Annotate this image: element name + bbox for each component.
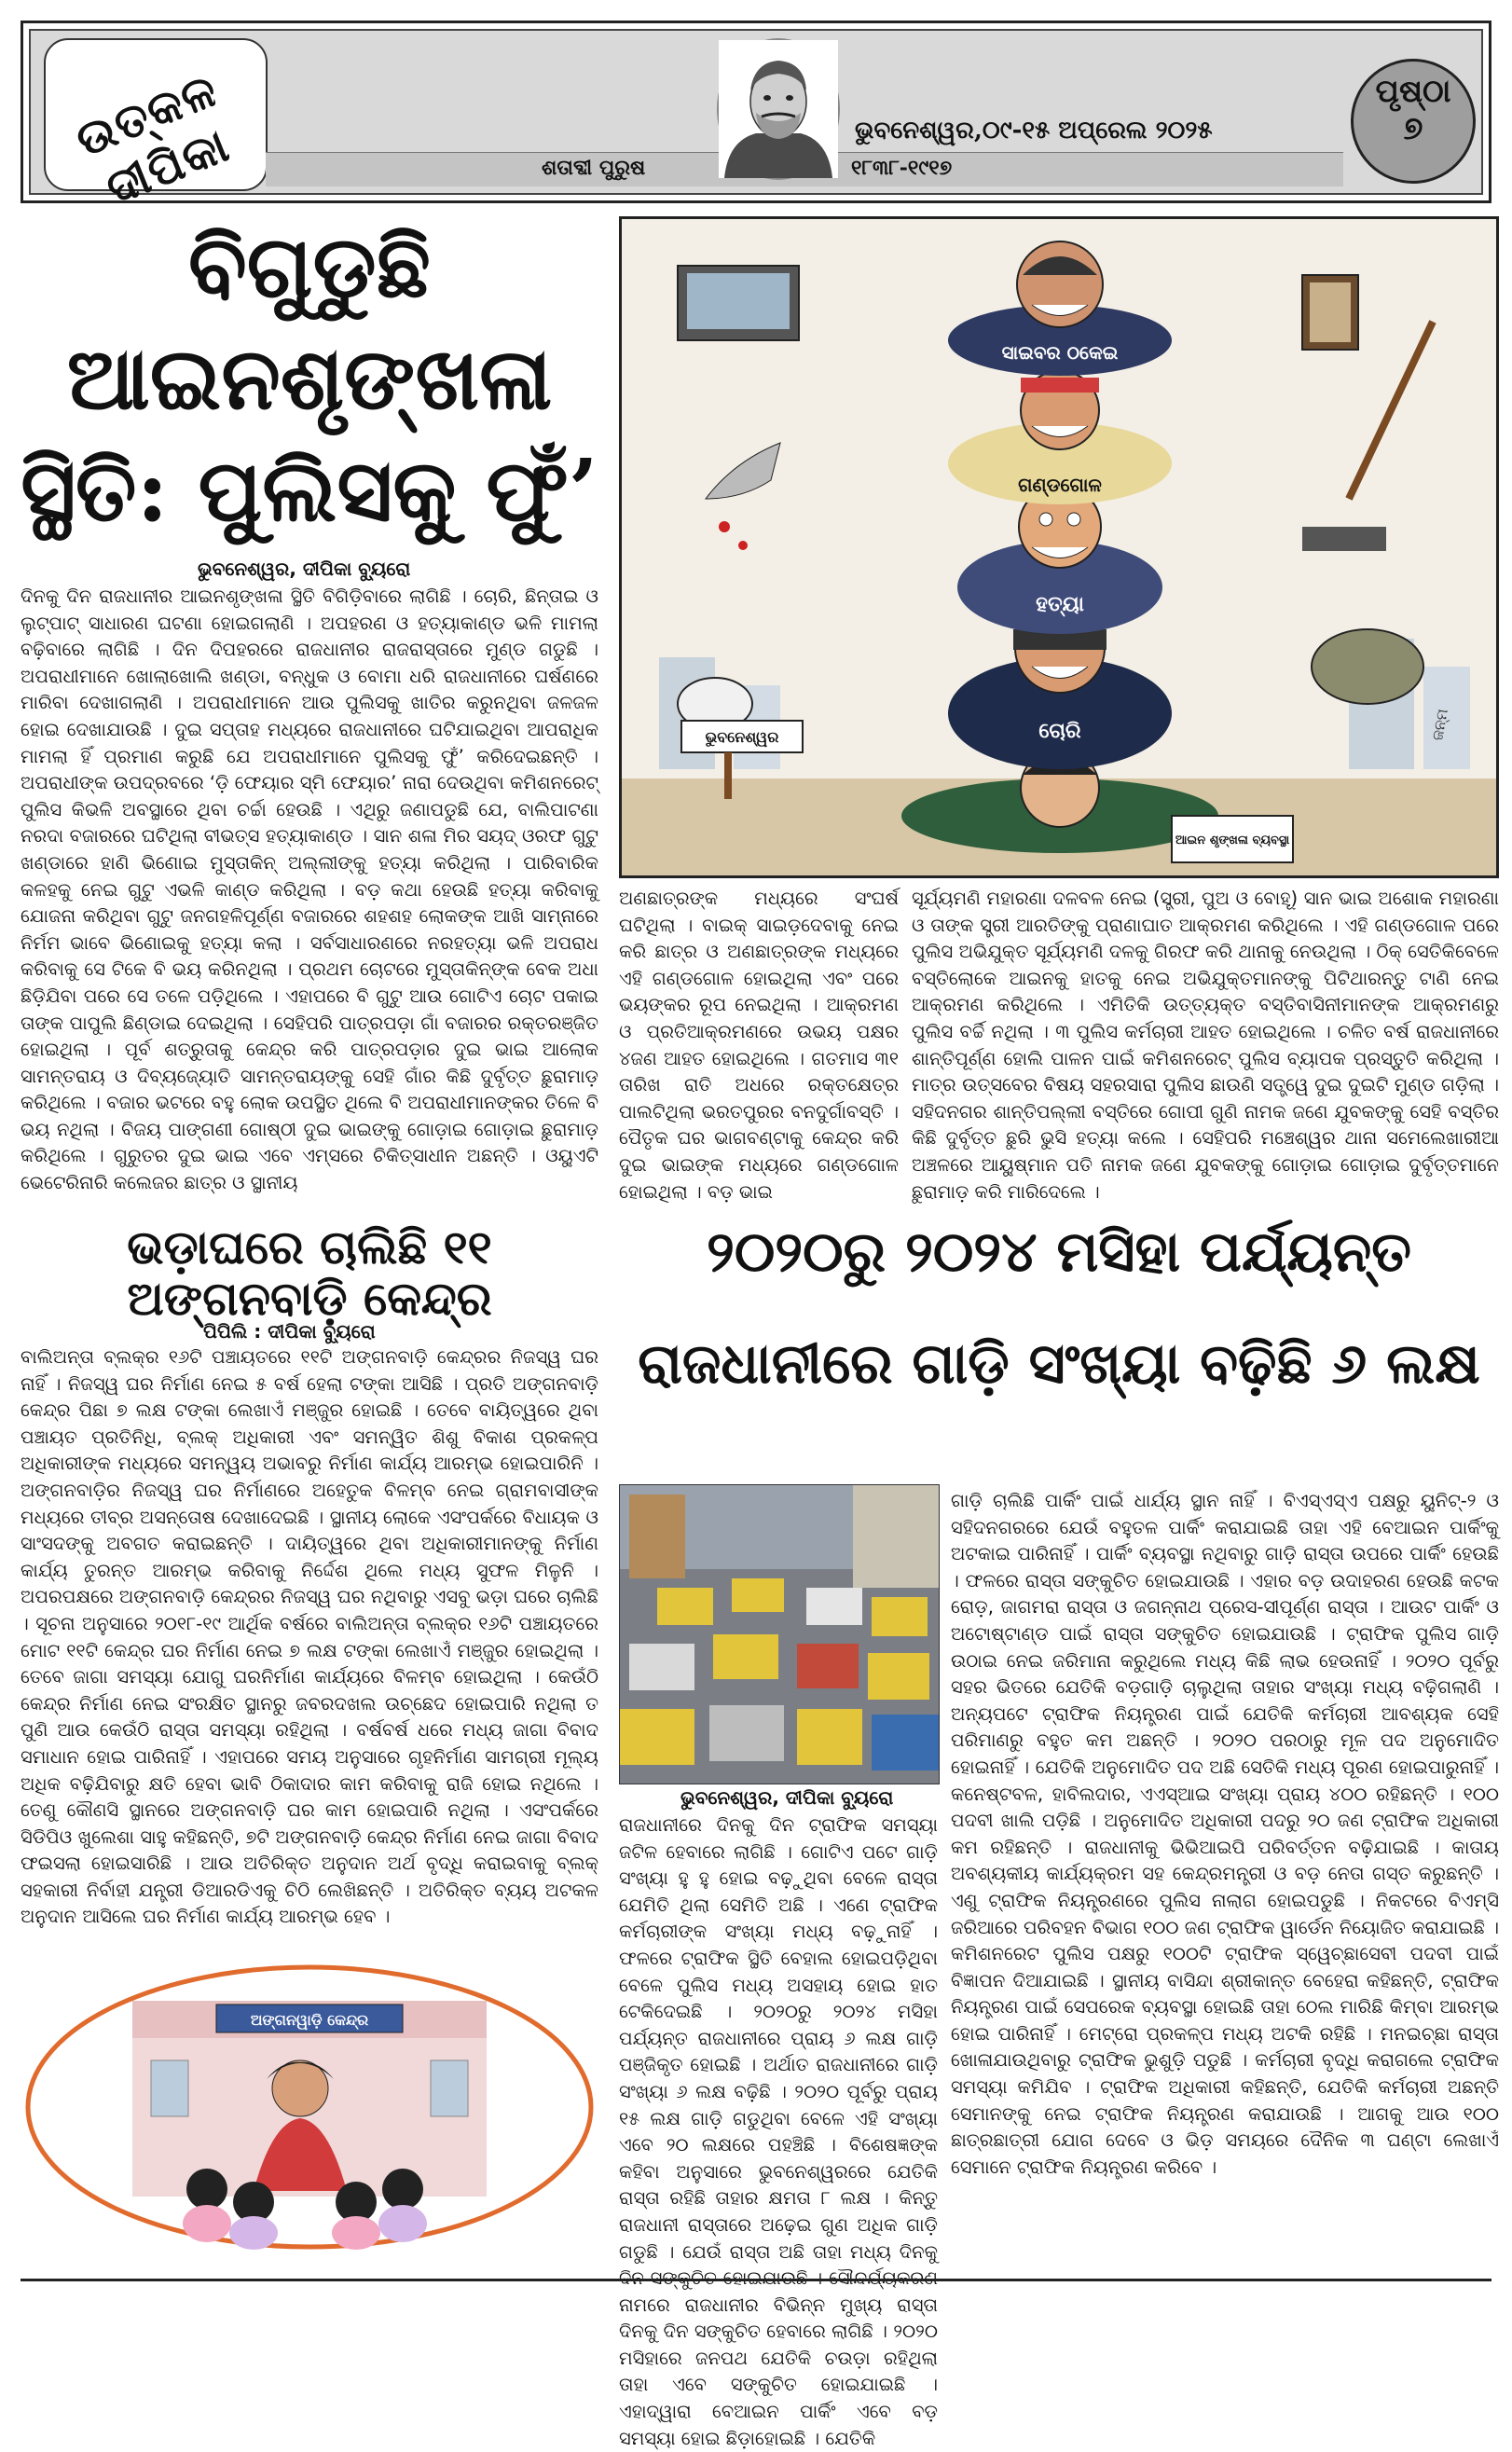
story1-headline-line3[interactable]: ସ୍ଥିତି: ପୁଲିସକୁ ଫୁଁ’ bbox=[21, 440, 598, 541]
crime-cartoon bbox=[619, 216, 1499, 878]
story1-column3: ସୂର୍ଯ୍ୟମଣି ମହାରଣା ଦଳବଳ ନେଇ (ସ୍ତ୍ରୀ, ପୁଅ ଓ ବୋହୂ) ସାନ ଭାଇ ଅଶୋକ ମହାରଣା ଓ ତାଙ୍କ ସ୍ତ୍ରୀ ଆରତିଙ୍କୁ ପ୍ରାଣାଘାତ ଆକ୍ରମଣ କରିଥିଲେ । ଏହି ଗଣ୍ଡଗୋଳ ପରେ ପୁଲିସ ଅଭିଯୁକ୍ତ ସୂର୍ଯ୍ୟମଣି ଦଳକୁ ଗିରଫ କରି ଥାନାକୁ ନେଉଥିଲା । ଠିକ୍ ସେତିକିବେଳେ ବସ୍ତିଲୋକେ ଆଇନକୁ ହାତକୁ ନେଇ ଅଭିଯୁକ୍ତମାନଙ୍କୁ ପିଟିଥାରନ୍ତୁ ଟାଣି ନେଇ ଆକ୍ରମଣ କରିଥିଲେ । ଏମିତିକି ଉତ୍ତ୍ୟକ୍ତ ବସ୍ତିବାସିନୀମାନଙ୍କ ଆକ୍ରମଣରୁ ପୁଲିସ ବର୍ଚ୍ଚି ନଥିଲା । ୩ ପୁଲିସ କର୍ମଚାରୀ ଆହତ ହୋଇଥିଲେ । ଚଳିତ ବର୍ଷ ରାଜଧାନୀରେ ଶାନ୍ତିପୂର୍ଣ୍ଣ ହୋଲି ପାଳନ ପାଇଁ କମିଶନରେଟ୍ ପୁଲିସ ବ୍ୟାପକ ପ୍ରସ୍ତୁତି କରିଥିଲା । ମାତ୍ର ଉତ୍ସବେର ବିଷୟ ସହରସାରା ପୁଲିସ ଛାଉଣି ସତ୍ତ୍ୱେ ଦୁଇ ଦୁଇଟି ମୁଣ୍ଡ ଗଡ଼ିଲା । ସହିଦନଗର ଶାନ୍ତିପଲ୍ଲୀ ବସ୍ତିରେ ଗୋପୀ ଗୁଣି ନାମକ ଜଣେ ଯୁବକଙ୍କୁ ସେହି ବସ୍ତିର କିଛି ଦୁର୍ବୃତ୍ତ ଛୁରି ଭୁସି ହତ୍ୟା କଲେ । ସେହିପରି ମଞ୍ଚେଶ୍ୱର ଥାନା ସମେଲେଖାରୀଆ ଅଞ୍ଚଳରେ ଆୟୁଷ୍ମାନ ପତି ନାମକ ଜଣେ ଯୁବକଙ୍କୁ ଗୋଡ଼ାଇ ଗୋଡ଼ାଇ ଦୁର୍ବୃତ୍ତମାନେ ଛୁରାମାଡ଼ କରି ମାରିଦେଲେ । bbox=[912, 888, 1499, 1203]
story3-byline: ଭୁବନେଶ୍ୱର, ଦୀପିକା ବ୍ୟୁରୋ bbox=[680, 1786, 894, 1809]
story1-byline: ଭୁବନେଶ୍ୱର, ଦୀପିକା ବ୍ୟୁରୋ bbox=[198, 558, 411, 580]
masthead-panel bbox=[29, 29, 1483, 216]
label-murder: ହତ୍ୟା bbox=[1036, 593, 1084, 616]
founder-portrait bbox=[717, 38, 840, 180]
story2-headline[interactable]: ଭଡ଼ାଘରେ ଚାଲିଛି ୧୧ ଅଙ୍ଗନବାଡ଼ି କେନ୍ଦ୍ର bbox=[127, 1219, 492, 1326]
label-theft: ଚୋରି bbox=[1038, 720, 1081, 743]
page-bottom-rule bbox=[21, 2279, 1491, 2281]
story1-headline-line2[interactable]: ଆଇନଶୃଙ୍ଖଳା bbox=[66, 328, 553, 429]
label-bhubaneswar: ଭୁବନେଶ୍ୱର bbox=[705, 728, 779, 746]
traffic-photo bbox=[619, 1484, 940, 1784]
label-law-order: ଆଇନ ଶୃଙ୍ଖଳା ବ୍ୟବସ୍ଥା bbox=[1175, 833, 1290, 847]
page-label: ପୃଷ୍ଠା bbox=[1375, 73, 1451, 110]
story2-byline: ପିପିଲି : ଦୀପିକା ବ୍ୟୁରୋ bbox=[203, 1320, 376, 1343]
masthead bbox=[21, 21, 1491, 216]
story3-headline-line1[interactable]: ୨୦୨୦ରୁ ୨୦୨୪ ମସିହା ପର୍ଯ୍ୟନ୍ତ bbox=[706, 1219, 1412, 1285]
portrait-years: ୧୮୩୮-୧୯୧୭ bbox=[851, 156, 953, 180]
newspaper-logo[interactable] bbox=[44, 38, 268, 216]
story1-column1: ଦିନକୁ ଦିନ ରାଜଧାନୀର ଆଇନଶୃଙ୍ଖଳା ସ୍ଥିତି ବିଗିଡ଼ିବାରେ ଲାଗିଛି । ଚୋରି, ଛିନ୍ତାଇ ଓ ଲୁଟ୍‌ପାଟ୍ ସାଧାରଣ ଘଟଣା ହୋଇଗଲାଣି । ଅପହରଣ ଓ ହତ୍ୟାକାଣ୍ଡ ଭଳି ମାମଲା ବଢ଼ିବାରେ ଲାଗିଛି । ଦିନ ଦିପହରରେ ରାଜଧାନୀର ରାଜରାସ୍ତାରେ ମୁଣ୍ଡ ଗଡୁଛି । ଅପରାଧୀମାନେ ଖୋଲାଖୋଲି ଖଣ୍ଡା, ବନ୍ଧୁକ ଓ ବୋମା ଧରି ରାଜଧାନୀରେ ଘର୍ଷଣରେ ମାରିବା ଦେଖାଗଲାଣି । ଅପରାଧୀମାନେ ଆଉ ପୁଲିସକୁ ଖାତିର କରୁନଥିବା ଜଳଜଳ ହୋଇ ଦେଖାଯାଉଛି । ଦୁଇ ସପ୍ତାହ ମଧ୍ୟରେ ରାଜଧାନୀରେ ଘଟିଯାଇଥିବା ଆପରାଧିକ ମାମଲା ହିଁ ପ୍ରମାଣ କରୁଛି ଯେ ଅପରାଧୀମାନେ ପୁଲିସକୁ ଫୁଁ’ କରିଦେଇଛନ୍ତି । ଅପରାଧୀଙ୍କ ଉପଦ୍ରବରେ ‘ଡ଼ି ଫେୟାର ସ୍ମି ଫେୟାର’ ନାରା ଦେଉଥିବା କମିଶନରେଟ୍ ପୁଲିସ କିଭଳି ଅବସ୍ଥାରେ ଥିବା ଚର୍ଚ୍ଚା ହେଉଛି । ଏଥିରୁ ଜଣାପଡୁଛି ଯେ, ବାଲିପାଟଣା ନରଦା ବଜାରରେ ଘଟିଥିଲା ବୀଭତ୍ସ ହତ୍ୟାକାଣ୍ଡ । ସାନ ଶଳା ମିର ସୟଦ୍ ଓରଫ ଗୁଟୁ ଖଣ୍ଡାରେ ହାଣି ଭିଣୋଇ ମୁସ୍ତାକିନ୍ ଅଲ୍ଲୀଙ୍କୁ ହତ୍ୟା କରିଥିଲା । ପାରିବାରିକ କଳହକୁ ନେଇ ଗୁଟୁ ଏଭଳି କାଣ୍ଡ କରିଥିଲା । ବଡ଼ କଥା ହେଉଛି ହତ୍ୟା କରିବାକୁ ଯୋଜନା କରିଥିବା ଗୁଟୁ ଜନଗହଳିପୂର୍ଣ୍ଣ ବଜାରରେ ଶହଶହ ଲୋକଙ୍କ ଆଖି ସାମ୍ନାରେ ନିର୍ମମ ଭାବେ ଭିଣୋଇକୁ ହତ୍ୟା କଲା । ସର୍ବସାଧାରଣରେ ନରହତ୍ୟା ଭଳି ଅପରାଧ କରିବାକୁ ସେ ଟିକେ ବି ଭୟ କରିନଥିଲା । ପ୍ରଥମ ଚୋଟରେ ମୁସ୍ତାକିନ୍‌ଙ୍କ ବେକ ଅଧା ଛିଡ଼ିଯିବା ପରେ ସେ ତଳେ ପଡ଼ିଥିଲେ । ଏହାପରେ ବି ଗୁଟୁ ଆଉ ଗୋଟିଏ ଚୋଟ ପକାଇ ତାଙ୍କ ପାପୁଲି ଛିଣ୍ଡାଇ ଦେଇଥିଲା । ସେହିପରି ପାତ୍ରପଡ଼ା ଗାଁ ବଜାରର ରକ୍ତରଞ୍ଜିତ ହୋଇଥିଲା । ପୂର୍ବ ଶତ୍ରୁତାକୁ କେନ୍ଦ୍ର କରି ପାତ୍ରପଡ଼ାର ଦୁଇ ଭାଇ ଆଲୋକ ସାମନ୍ତରାୟ ଓ ଦିବ୍ୟଜ୍ୟୋତି ସାମନ୍ତରାୟଙ୍କୁ ସେହି ଗାଁର କିଛି ଦୁର୍ବୃତ୍ତ ଛୁରାମାଡ଼ କରିଥିଲେ । ବଜାର ଭଟରେ ବହୁ ଲୋକ ଉପସ୍ଥିତ ଥିଲେ ବି ଅପରାଧୀମାନଙ୍କର ତିଳେ ବି ଭୟ ନଥିଲା । ବିଜୟ ପାଙ୍ଗଣୀ ଗୋଷ୍ଠୀ ଦୁଇ ଭାଇଙ୍କୁ ଗୋଡ଼ାଇ ଗୋଡ଼ାଇ ଛୁରାମାଡ଼ କରିଥିଲେ । ଗୁରୁତର ଦୁଇ ଭାଇ ଏବେ ଏମ୍ସରେ ଚିକିତ୍ସାଧୀନ ଅଛନ୍ତି । ଓୟୁଏଟି ଭେଟେରିନାରି କଲେଜର ଛାତ୍ର ଓ ସ୍ଥାନୀୟ bbox=[21, 585, 598, 1194]
anganwadi-illustration bbox=[21, 1958, 598, 2256]
label-cyber-fraud: ସାଇବର ଠକେଇ bbox=[1001, 341, 1119, 364]
story3-headline-line2[interactable]: ରାଜଧାନୀରେ ଗାଡ଼ି ସଂଖ୍ୟା ବଢ଼ିଛି ୬ ଲକ୍ଷ bbox=[638, 1331, 1480, 1397]
anganwadi-sign: ଅଙ୍ଗନୱାଡ଼ି କେନ୍ଦ୍ର bbox=[250, 2011, 369, 2029]
label-riot: ଗଣ୍ଡଗୋଳ bbox=[1018, 474, 1102, 496]
page-number: ୭ bbox=[1403, 110, 1423, 147]
portrait-caption: ଶତାବ୍ଦୀ ପୁରୁଷ bbox=[542, 156, 646, 180]
story2-body: ବାଲିଅନ୍ତା ବ୍ଲକ୍‌ର ୧୬ଟି ପଞ୍ଚାୟତରେ ୧୧ଟି ଅଙ୍ଗନବାଡ଼ି କେନ୍ଦ୍ରର ନିଜସ୍ୱ ଘର ନାହିଁ । ନିଜସ୍ୱ ଘର ନିର୍ମାଣ ନେଇ ୫ ବର୍ଷ ହେଲା ଟଙ୍କା ଆସିଛି । ପ୍ରତି ଅଙ୍ଗନବାଡ଼ି କେନ୍ଦ୍ର ପିଛା ୭ ଲକ୍ଷ ଟଙ୍କା ଲେଖାଏଁ ମଞ୍ଜୁର ହୋଇଛି । ତେବେ ବାୟିତ୍ୱରେ ଥିବା ପଞ୍ଚାୟତ ପ୍ରତିନିଧି, ବ୍ଲକ୍ ଅଧିକାରୀ ଏବଂ ସମନ୍ୱିତ ଶିଶୁ ବିକାଶ ପ୍ରକଳ୍ପ ଅଧିକାରୀଙ୍କ ମଧ୍ୟରେ ସମନ୍ୱୟ ଅଭାବରୁ ନିର୍ମାଣ କାର୍ଯ୍ୟ ଆରମ୍ଭ ହୋଇପାରିନି । ଅଙ୍ଗନବାଡ଼ିର ନିଜସ୍ୱ ଘର ନିର୍ମାଣରେ ଅହେତୁକ ବିଳମ୍ବ ନେଇ ଗ୍ରାମବାସୀଙ୍କ ମଧ୍ୟରେ ତୀବ୍ର ଅସନ୍ତୋଷ ଦେଖାଦେଇଛି । ସ୍ଥାନୀୟ ଲୋକେ ଏସଂପର୍କରେ ବିଧାୟକ ଓ ସାଂସଦଙ୍କୁ ଅବଗତ କରାଇଛନ୍ତି । ଦାୟିତ୍ୱରେ ଥିବା ଅଧିକାରୀମାନଙ୍କୁ ନିର୍ମାଣ କାର୍ଯ୍ୟ ତୁରନ୍ତ ଆରମ୍ଭ କରିବାକୁ ନିର୍ଦ୍ଦେଶ ଥିଲେ ମଧ୍ୟ ସୁଫଳ ମିଳୁନି । ଅପରପକ୍ଷରେ ଅଙ୍ଗନବାଡ଼ି କେନ୍ଦ୍ରର ନିଜସ୍ୱ ଘର ନଥିବାରୁ ଏସବୁ ଭଡ଼ା ଘରେ ଚାଲିଛି । ସୂଚନା ଅନୁସାରେ ୨୦୧୮-୧୯ ଆର୍ଥିକ ବର୍ଷରେ ବାଲିଅନ୍ତା ବ୍ଲକ୍‌ର ୧୬ଟି ପଞ୍ଚାୟତରେ ମୋଟ ୧୧ଟି କେନ୍ଦ୍ର ଘର ନିର୍ମାଣ ନେଇ ୭ ଲକ୍ଷ ଟଙ୍କା ଲେଖାଏଁ ମଞ୍ଜୁର ହୋଇଥିଲା । ତେବେ ଜାଗା ସମସ୍ୟା ଯୋଗୁ ଘରନିର୍ମାଣ କାର୍ଯ୍ୟରେ ବିଳମ୍ବ ହୋଇଥିଲା । କେଉଁଠି କେନ୍ଦ୍ର ନିର୍ମାଣ ନେଇ ସଂରକ୍ଷିତ ସ୍ଥାନରୁ ଜବରଦଖଲ ଉଚ୍ଛେଦ ହୋଇପାରି ନଥିଲା ତ ପୁଣି ଆଉ କେଉଁଠି ରାସ୍ତା ସମସ୍ୟା ରହିଥିଲା । ବର୍ଷବର୍ଷ ଧରେ ମଧ୍ୟ ଜାଗା ବିବାଦ ସମାଧାନ ହୋଇ ପାରିନାହିଁ । ଏହାପରେ ସମୟ ଅନୁସାରେ ଗୃହନିର୍ମାଣ ସାମଗ୍ରୀ ମୂଲ୍ୟ ଅଧିକ ବଢ଼ିଯିବାରୁ କ୍ଷତି ହେବା ଭାବି ଠିକାଦାର କାମ କରିବାକୁ ରାଜି ହୋଇ ନଥିଲେ । ତେଣୁ କୌଣସି ସ୍ଥାନରେ ଅଙ୍ଗନବାଡ଼ି ଘର କାମ ହୋଇପାରି ନଥିଲା । ଏସଂପର୍କରେ ସିଡିପିଓ ଖୁଲେଶା ସାହୁ କହିଛନ୍ତି, ୭ଟି ଅଙ୍ଗନବାଡ଼ି କେନ୍ଦ୍ର ନିର୍ମାଣ ନେଇ ଜାଗା ବିବାଦ ଫଇସଲା ହୋଇସାରିଛି । ଆଉ ଅତିରିକ୍ତ ଅନୁଦାନ ଅର୍ଥ ବୃଦ୍ଧି କରାଇବାକୁ ବ୍ଲକ୍ ସହକାରୀ ନିର୍ବାହୀ ଯନ୍ତ୍ରୀ ଡିଆରଡିଏକୁ ଚିଠି ଲେଖିଛନ୍ତି । ଅତିରିକ୍ତ ବ୍ୟୟ ଅଟକଳ ଅନୁଦାନ ଆସିଲେ ଘର ନିର୍ମାଣ କାର୍ଯ୍ୟ ଆରମ୍ଭ ହେବ । bbox=[21, 1346, 598, 1928]
story1-column2: ଅଣଛାତ୍ରଙ୍କ ମଧ୍ୟରେ ସଂଘର୍ଷ ଘଟିଥିଲା । ବାଇକ୍ ସାଇଡ଼ଦେବାକୁ ନେଇ କରି ଛାତ୍ର ଓ ଅଣଛାତ୍ରଙ୍କ ମଧ୍ୟରେ ଏହି ଗଣ୍ଡଗୋଳ ହୋଇଥିଲା ଏବଂ ପରେ ଭୟଙ୍କର ରୂପ ନେଇଥିଲା । ଆକ୍ରମଣ ଓ ପ୍ରତିଆକ୍ରମଣରେ ଉଭୟ ପକ୍ଷର ୪ଜଣ ଆହତ ହୋଇଥିଲେ । ଗତମାସ ୩୧ ତାରିଖ ରାତି ଅଧରେ ରକ୍ତକ୍ଷେତ୍ର ପାଲଟିଥିଲା ଭରତପୁରର ବନଦୁର୍ଗାବସ୍ତି । ପୈତୃକ ଘର ଭାଗବଣ୍ଟାକୁ କେନ୍ଦ୍ର କରି ଦୁଇ ଭାଇଙ୍କ ମଧ୍ୟରେ ଗଣ୍ଡଗୋଳ ହୋଇଥିଲା । ବଡ଼ ଭାଇ bbox=[619, 888, 899, 1203]
traffic-photo-illustration bbox=[620, 1485, 939, 1784]
page-number-badge bbox=[1351, 59, 1476, 184]
cartoon-illustration bbox=[622, 219, 1496, 875]
story3-column-right: ଗାଡ଼ି ଚାଲିଛି ପାର୍କିଂ ପାଇଁ ଧାର୍ଯ୍ୟ ସ୍ଥାନ ନାହିଁ । ବିଏସ୍‌ଏସ୍‌ଏ ପକ୍ଷରୁ ୟୁନିଟ୍-୨ ଓ ସହିଦନଗରରେ ଯେଉଁ ବହୁତଳ ପାର୍କିଂ କରାଯାଇଛି ତାହା ଏହି ବେଆଇନ ପାର୍କିଂକୁ ଅଟକାଇ ପାରିନାହିଁ । ପାର୍କିଂ ବ୍ୟବସ୍ଥା ନଥିବାରୁ ଗାଡ଼ି ରାସ୍ତା ଉପରେ ପାର୍କିଂ ହେଉଛି । ଫଳରେ ରାସ୍ତା ସଙ୍କୁଚିତ ହୋଇଯାଉଛି । ଏହାର ବଡ଼ ଉଦାହରଣ ହେଉଛି କଟକ ରୋଡ଼, ଜାଗମରା ରାସ୍ତା ଓ ଜଗନ୍ନାଥ ପ୍ରେସ-ସୀପୂର୍ଣ୍ଣ ରାସ୍ତା । ଆଉଟ ପାର୍କିଂ ଓ ଅଟୋଷ୍ଟାଣ୍ଡ ପାଇଁ ରାସ୍ତା ସଙ୍କୁଚିତ ହୋଇଯାଉଛି । ଟ୍ରାଫିକ ପୁଲିସ ଗାଡ଼ି ଉଠାଇ ନେଇ ଜରିମାନା କରୁଥିଲେ ମଧ୍ୟ କିଛି ଲାଭ ହେଉନାହିଁ । ୨୦୨୦ ପୂର୍ବରୁ ସହର ଭିତରେ ଯେତିକି ବଡ଼ଗାଡ଼ି ଚାଲୁଥିଲା ତାହାର ସଂଖ୍ୟା ମଧ୍ୟ ବଢ଼ିଗଲାଣି । ଅନ୍ୟପଟେ ଟ୍ରାଫିକ ନିୟନ୍ତ୍ରଣ ପାଇଁ ଯେତିକି କର୍ମଚାରୀ ଆବଶ୍ୟକ ସେହି ପରିମାଣରୁ ବହୁତ କମ ଅଛନ୍ତି । ୨୦୨୦ ପରଠାରୁ ମୂଳ ପଦ ଅନୁମୋଦିତ ହୋଇନାହିଁ । ଯେତିକି ଅନୁମୋଦିତ ପଦ ଅଛି ସେତିକି ମଧ୍ୟ ପୂରଣ ହୋଇପାରୁନାହିଁ । କନେଷ୍ଟବଳ, ହାବିଲଦାର, ଏଏସ୍‌ଆଇ ସଂଖ୍ୟା ପ୍ରାୟ ୪୦୦ ରହିଛନ୍ତି । ୧୦୦ ପଦବୀ ଖାଲି ପଡ଼ିଛି । ଅନୁମୋଦିତ ଅଧିକାରୀ ପଦରୁ ୨୦ ଜଣ ଟ୍ରାଫିକ ଅଧିକାରୀ କମ ରହିଛନ୍ତି । ରାଜଧାନୀକୁ ଭିଭିଆଇପି ପରିବର୍ତ୍ତନ ବଢ଼ିଯାଇଛି । କାତାୟ ଅବଶ୍ୟକୀୟ କାର୍ଯ୍ୟକ୍ରମ ସହ କେନ୍ଦ୍ରମନ୍ତ୍ରୀ ଓ ବଡ଼ ନେତା ଗସ୍ତ କରୁଛନ୍ତି । ଏଣୁ ଟ୍ରାଫିକ ନିୟନ୍ତ୍ରଣରେ ପୁଲିସ ନାଲାଗ ହୋଇପଡୁଛି । ନିକଟରେ ବିଏମ୍‌ସି ଜରିଆରେ ପରିବହନ ବିଭାଗ ୧୦୦ ଜଣ ଟ୍ରାଫିକ ୱାର୍ଡେନ ନିୟୋଜିତ କରାଯାଇଛି । କମିଶନରେଟ ପୁଲିସ ପକ୍ଷରୁ ୧୦୦ଟି ଟ୍ରାଫିକ ସ୍ୱେଚ୍ଛାସେବୀ ପଦବୀ ପାଇଁ ବିଜ୍ଞାପନ ଦିଆଯାଇଛି । ସ୍ଥାନୀୟ ବାସିନ୍ଦା ଶ୍ରୀକାନ୍ତ ବେହେରା କହିଛନ୍ତି, ଟ୍ରାଫିକ ନିୟନ୍ତ୍ରଣ ପାଇଁ ସେପରେକ ବ୍ୟବସ୍ଥା ହୋଇଛି ତାହା ଠେଲ ମାରିଛି କିମ୍ବା ଆରମ୍ଭ ହୋଇ ପାରିନାହିଁ । ମେଟ୍ରୋ ପ୍ରକଳ୍ପ ମଧ୍ୟ ଅଟକି ରହିଛି । ମନଇଚ୍ଛା ରାସ୍ତା ଖୋଳାଯାଉଥିବାରୁ ଟ୍ରାଫିକ ଭୁଶୁଡ଼ି ପଡୁଛି । କର୍ମଚାରୀ ବୃଦ୍ଧି କରାଗଲେ ଟ୍ରାଫିକ ସମସ୍ୟା କମିଯିବ । ଟ୍ରାଫିକ ଅଧିକାରୀ କହିଛନ୍ତି, ଯେତିକି କର୍ମଚାରୀ ଅଛନ୍ତି ସେମାନଙ୍କୁ ନେଇ ଟ୍ରାଫିକ ନିୟନ୍ତ୍ରଣ କରାଯାଉଛି । ଆଗକୁ ଆଉ ୧୦୦ ଛାତ୍ରଛାତ୍ରୀ ଯୋଗ ଦେବେ ଓ ଭିଡ଼ ସମୟରେ ଦୈନିକ ୩ ଘଣ୍ଟା ଲେଖାଏଁ ସେମାନେ ଟ୍ରାଫିକ ନିୟନ୍ତ୍ରଣ କରିବେ । bbox=[951, 1490, 1500, 2178]
story1-headline-line1[interactable]: ବିଗୁଡୁଛି bbox=[188, 216, 431, 317]
anganwadi-drawing bbox=[21, 1958, 598, 2256]
issue-dateline: ଭୁବନେଶ୍ୱର,୦୯-୧୫ ଅପ୍ରେଲ ୨୦୨୫ bbox=[855, 117, 1213, 145]
logo-text: ଉତ୍କଳ ଦୀପିକା bbox=[68, 61, 238, 216]
portrait-illustration bbox=[719, 40, 838, 178]
story3-column-left: ରାଜଧାନୀରେ ଦିନକୁ ଦିନ ଟ୍ରାଫିକ ସମସ୍ୟା ଜଟିଳ ହେବାରେ ଲାଗିଛି । ଗୋଟିଏ ପଟେ ଗାଡ଼ି ସଂଖ୍ୟା ହୁ ହୁ ହୋଇ ବଢ଼ୁଥିବା ବେଳେ ରାସ୍ତା ଯେମିତି ଥିଲା ସେମିତି ଅଛି । ଏଣେ ଟ୍ରାଫିକ କର୍ମଚାରୀଙ୍କ ସଂଖ୍ୟା ମଧ୍ୟ ବଢ଼ୁନାହିଁ । ଫଳରେ ଟ୍ରାଫିକ ସ୍ଥିତି ବେହାଲ ହୋଇପଡ଼ିଥିବା ବେଳେ ପୁଲିସ ମଧ୍ୟ ଅସହାୟ ହୋଇ ହାତ ଟେକିଦେଇଛି । ୨୦୨୦ରୁ ୨୦୨୪ ମସିହା ପର୍ଯ୍ୟନ୍ତ ରାଜଧାନୀରେ ପ୍ରାୟ ୬ ଲକ୍ଷ ଗାଡ଼ି ପଞ୍ଜିକୃତ ହୋଇଛି । ଅର୍ଥାତ ରାଜଧାନୀରେ ଗାଡ଼ି ସଂଖ୍ୟା ୬ ଲକ୍ଷ ବଢ଼ିଛି । ୨୦୨୦ ପୂର୍ବରୁ ପ୍ରାୟ ୧୫ ଲକ୍ଷ ଗାଡ଼ି ଗଡୁଥିବା ବେଳେ ଏହି ସଂଖ୍ୟା ଏବେ ୨୦ ଲକ୍ଷରେ ପହଞ୍ଚିଛି । ବିଶେଷଜ୍ଞଙ୍କ କହିବା ଅନୁସାରେ ଭୁବନେଶ୍ୱରରେ ଯେତିକି ରାସ୍ତା ରହିଛି ତାହାର କ୍ଷମତା ୮ ଲକ୍ଷ । କିନ୍ତୁ ରାଜଧାନୀ ରାସ୍ତାରେ ଅଢ଼େଇ ଗୁଣ ଅଧିକ ଗାଡ଼ି ଗଡୁଛି । ଯେଉଁ ରାସ୍ତା ଅଛି ତାହା ମଧ୍ୟ ଦିନକୁ ନାମରେ ରାଜଧାନୀର ବିଭିନ୍ନ ମୁଖ୍ୟ ରାସ୍ତା ଦିନକୁ ଦିନ ସଙ୍କୁଚିତ ହେବାରେ ଲାଗିଛି । ୨୦୨୦ ମସିହାରେ ଜନପଥ ଯେତିକି ଚଉଡ଼ା ରହିଥିଲା ତାହା ଏବେ ସଙ୍କୁଚିତ ହୋଇଯାଇଛି । ଏହାଦ୍ୱାରା ବେଆଇନ ପାର୍କିଂ ଏବେ ବଡ଼ ସମସ୍ୟା ହୋଇ ଛିଡ଼ାହୋଇଛି । ଯେତିକି bbox=[619, 1814, 938, 2449]
cartoonist-signature: ଜନ୍ମ bbox=[1428, 707, 1451, 742]
